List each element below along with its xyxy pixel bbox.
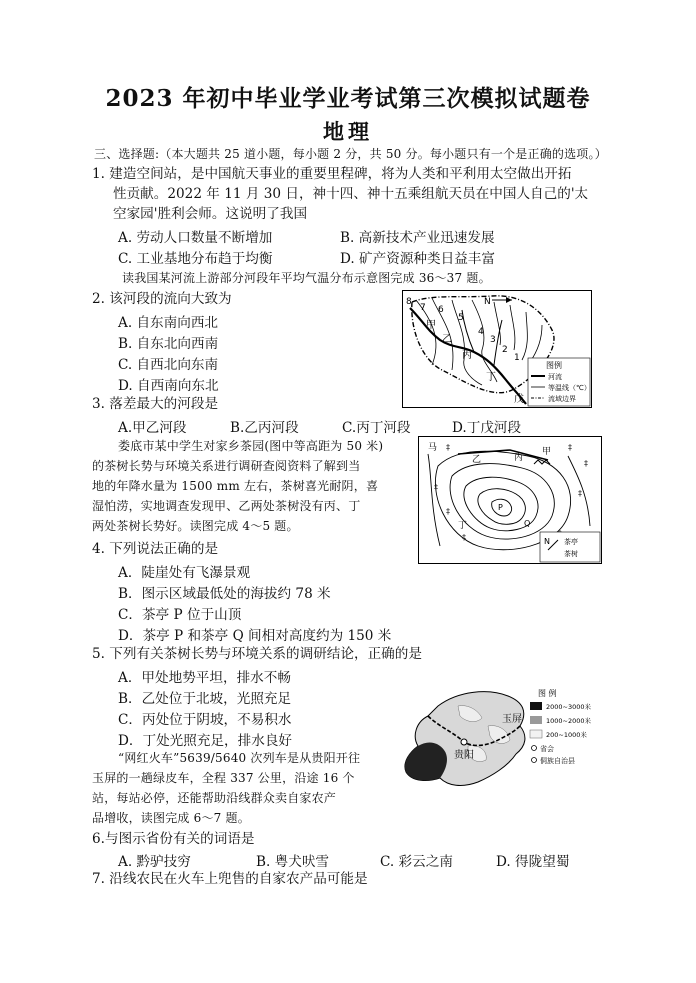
- q4-option-c: C．茶亭 P 位于山顶: [118, 607, 242, 623]
- q5-option-c: C．丙处位于阴坡，不易积水: [118, 712, 292, 728]
- map1-number: 5: [458, 313, 464, 323]
- map3-legend-low: 200~1000米: [546, 731, 587, 739]
- q6-option-b: B. 粤犬吠雪: [256, 854, 330, 870]
- map1-number: 8: [406, 297, 412, 307]
- map2-legend-tea: 茶树: [564, 550, 578, 558]
- map1-label-bing: 丙: [462, 350, 472, 361]
- q6-option-d: D. 得陇望蜀: [496, 854, 570, 870]
- intro-6-7-line3: 站，每站必停，还能帮助沿线群众卖自家农产: [92, 791, 337, 805]
- map1-legend-boundary: 流域边界: [548, 395, 576, 403]
- q1-line1: 1. 建造空间站，是中国航天事业的重要里程碑，将为人类和平利用太空做出开拓: [92, 166, 572, 182]
- map3-legend-capital: 省会: [540, 745, 554, 753]
- q7-stem: 7. 沿线农民在火车上兜售的自家农产品可能是: [92, 871, 368, 887]
- map1-number: 7: [420, 303, 426, 313]
- map2-tea-icon: ‡: [578, 489, 582, 498]
- q1-option-a: A. 劳动人口数量不断增加: [118, 230, 273, 246]
- q2-option-b: B. 自东北向西南: [118, 336, 219, 352]
- map2-label-bing: 丙: [514, 453, 524, 463]
- map2-north-label: N: [544, 537, 550, 546]
- map2-tea-icon: ‡: [446, 443, 450, 452]
- q5-option-b: B．乙处位于北坡，光照充足: [118, 691, 292, 707]
- q4-option-b: B．图示区域最低处的海拔约 78 米: [118, 586, 331, 602]
- q6-option-a: A. 黔驴技穷: [118, 854, 191, 870]
- q6-option-c: C. 彩云之南: [380, 854, 453, 870]
- map2-legend-tea-pavilion: 茶亭: [564, 538, 578, 546]
- intro-4-5-line5: 两处茶树长势好。读图完成 4～5 题。: [92, 519, 299, 533]
- intro-4-5-line2: 的茶树长势与环境关系进行调研查阅资料了解到当: [92, 459, 361, 473]
- map2-tea-icon: ‡: [584, 459, 588, 468]
- map2-label-jia: 甲: [542, 447, 552, 457]
- map3-city-yuping: 玉屏: [502, 714, 522, 725]
- map1-number: 1: [514, 353, 520, 363]
- map1-north-label: N: [484, 297, 491, 307]
- map2-tea-icon: ‡: [434, 483, 438, 492]
- map3-guiyang-marker: [461, 739, 467, 745]
- map1-number: 6: [438, 305, 444, 315]
- q5-option-a: A．甲处地势平坦，排水不畅: [118, 670, 291, 686]
- intro-6-7-line2: 玉屏的一趟绿皮车，全程 337 公里，沿途 16 个: [92, 771, 355, 785]
- map3-legend-capital-icon: [532, 746, 537, 751]
- q3-option-c: C.丙丁河段: [342, 420, 411, 436]
- q4-option-a: A．陡崖处有飞瀑景观: [118, 565, 251, 581]
- intro-6-7-line1: “网红火车”5639/5640 次列车是从贵阳开往: [118, 751, 361, 765]
- map1-label-ding: 丁: [486, 372, 496, 383]
- intro-36-37: 读我国某河流上游部分河段年平均气温分布示意图完成 36～37 题。: [122, 271, 491, 285]
- intro-6-7-line4: 品增收，读图完成 6～7 题。: [92, 811, 250, 825]
- q4-stem: 4. 下列说法正确的是: [92, 541, 219, 557]
- q2-option-c: C. 自西北向东南: [118, 357, 219, 373]
- q5-option-d: D．丁处光照充足，排水良好: [118, 733, 293, 749]
- map1-label-jia: 甲: [426, 320, 436, 331]
- map3-legend-high: 2000~3000米: [546, 703, 592, 711]
- q5-stem: 5. 下列有关茶树长势与环境关系的调研结论，正确的是: [92, 646, 422, 662]
- river-temperature-map: [402, 290, 592, 408]
- map3-legend-mid-swatch: [530, 716, 542, 724]
- map2-tea-icon: ‡: [446, 507, 450, 516]
- q1-option-c: C. 工业基地分布趋于均衡: [118, 251, 273, 267]
- map1-label-yi: 乙: [442, 334, 452, 345]
- q6-stem: 6.与图示省份有关的词语是: [92, 831, 255, 847]
- map3-legend-title: 图 例: [538, 689, 557, 698]
- q1-line2: 性贡献。2022 年 11 月 30 日，神十四、神十五乘组航天员在中国人自己的'太: [113, 186, 589, 202]
- q1-option-b: B. 高新技术产业迅速发展: [340, 230, 495, 246]
- map2-tea-symbol: ⻢: [428, 443, 438, 453]
- map2-label-p: P: [498, 503, 503, 512]
- map2-label-q: Q: [524, 519, 531, 528]
- section-heading: 三、选择题:（本大题共 25 道小题，每小题 2 分，共 50 分。每小题只有一个是正确的选项。）: [94, 147, 607, 161]
- map1-legend-title: 图例: [546, 361, 562, 370]
- map3-legend-county-icon: [532, 758, 537, 763]
- q1-option-d: D. 矿产资源种类日益丰富: [340, 251, 495, 267]
- map1-label-wu: 戊: [514, 394, 524, 405]
- subject-title: 地理: [323, 119, 373, 144]
- map3-city-guiyang: 贵阳: [454, 750, 474, 761]
- map3-high-area: [405, 743, 447, 781]
- q3-option-b: B.乙丙河段: [230, 420, 299, 436]
- map3-legend-high-swatch: [530, 702, 542, 710]
- map1-number: 3: [490, 335, 496, 345]
- map2-label-ding: 丁: [458, 521, 468, 531]
- tea-garden-contour-map: [418, 436, 602, 564]
- map1-number: 2: [502, 345, 508, 355]
- exam-title: 2023 年初中毕业学业考试第三次模拟试题卷: [105, 85, 591, 112]
- map2-label-yi: 乙: [472, 455, 482, 465]
- map3-legend-mid: 1000~2000米: [546, 717, 592, 725]
- map2-tea-icon: ‡: [568, 443, 572, 452]
- map1-legend-river: 河流: [548, 373, 562, 381]
- intro-4-5-line1: 娄底市某中学生对家乡茶园(图中等高距为 50 米): [118, 439, 384, 453]
- map3-legend-county: 侗族自治县: [540, 757, 575, 765]
- q3-stem: 3. 落差最大的河段是: [92, 396, 219, 412]
- intro-4-5-line4: 湿怕涝，实地调查发现甲、乙两处茶树没有丙、丁: [92, 499, 361, 513]
- q2-option-d: D. 自西南向东北: [118, 378, 219, 394]
- map1-legend-isotherm: 等温线（℃）: [548, 384, 591, 392]
- intro-4-5-line3: 地的年降水量为 1500 mm 左右，茶树喜光耐阴，喜: [92, 479, 379, 493]
- map1-number: 4: [478, 327, 484, 337]
- q3-option-a: A.甲乙河段: [118, 420, 187, 436]
- q4-option-d: D．茶亭 P 和茶亭 Q 间相对高度约为 150 米: [118, 628, 392, 644]
- q1-line3: 空家园'胜利会师。这说明了我国: [113, 206, 308, 222]
- q2-stem: 2. 该河段的流向大致为: [92, 291, 232, 307]
- q2-option-a: A. 自东南向西北: [118, 315, 219, 331]
- guizhou-province-map: [398, 686, 602, 798]
- q3-option-d: D.丁戊河段: [452, 420, 522, 436]
- map2-tea-icon: ‡: [462, 533, 466, 542]
- map3-legend-low-swatch: [530, 730, 542, 738]
